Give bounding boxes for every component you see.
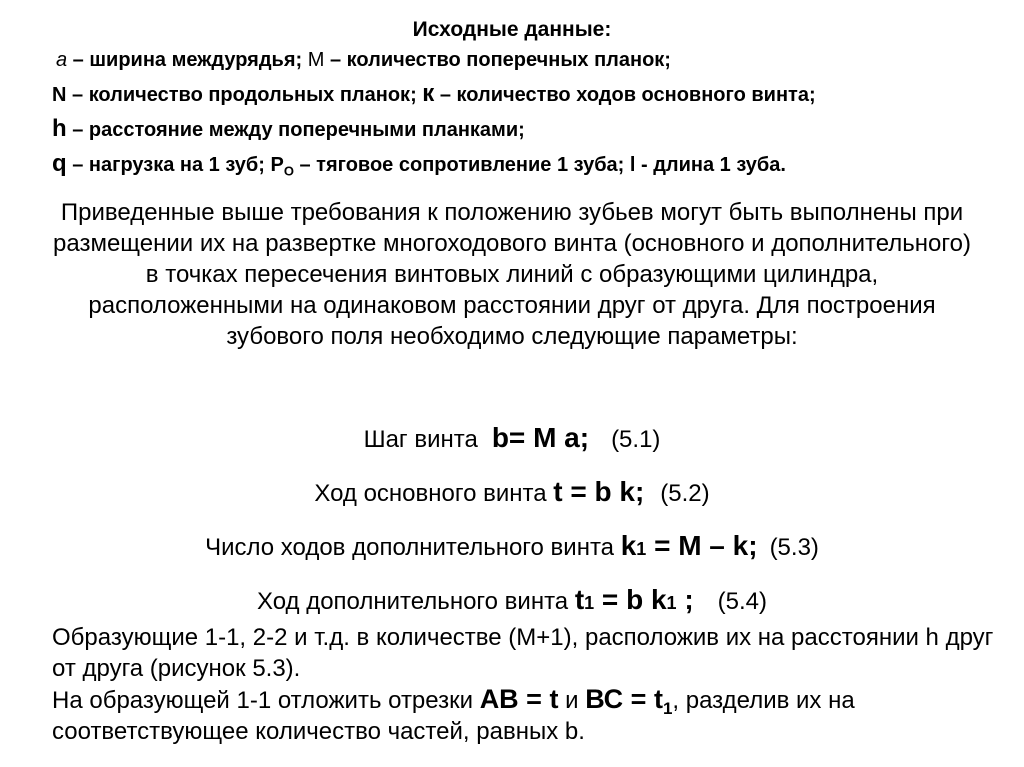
definition-p-text: – тяговое сопротивление 1 зуба;	[293, 154, 630, 176]
definition-a-text: – ширина междурядья;	[67, 49, 308, 71]
formula-5-4	[0, 584, 1024, 616]
segment-bc: ВС = t	[585, 684, 663, 714]
symbol-p: Р	[270, 154, 284, 176]
formula-expression-rest: = M – k;	[646, 530, 758, 561]
instruction-and: и	[558, 687, 586, 714]
instruction-text-a: На образующей 1-1 отложить отрезки	[52, 687, 480, 714]
slide-title: Исходные данные:	[412, 18, 612, 41]
definition-k-text: – количество ходов основного винта;	[434, 84, 816, 106]
definition-q-text: – нагрузка на 1 зуб;	[66, 154, 271, 176]
definition-m-text: – количество поперечных планок;	[324, 49, 671, 71]
formula-label: Ход дополнительного винта	[256, 588, 575, 615]
formula-5-2	[0, 476, 1024, 508]
definition-q-p-l	[52, 147, 992, 182]
formula-expression-end: ;	[676, 584, 694, 615]
symbol-p-subscript: О	[283, 163, 294, 179]
instruction-line-1: Образующие 1-1, 2-2 и т.д. в количестве (М+1), расположив их на расстоянии h друг от друга (рисунок 5.3).	[52, 624, 994, 682]
formula-number: (5.4)	[717, 588, 768, 615]
instructions-text	[52, 622, 1002, 747]
symbol-k: к	[422, 80, 435, 107]
segment-bc-subscript: 1	[662, 698, 673, 718]
segment-ab: АВ = t	[479, 684, 559, 714]
formula-expression-index: 1	[584, 593, 595, 613]
instruction-text-b: , разделив их на соответствующее количество частей, равных b.	[52, 687, 855, 745]
symbol-h: h	[52, 115, 67, 142]
formula-number: (5.1)	[611, 426, 661, 453]
formula-expression-index: 1	[636, 539, 647, 559]
symbol-n: N	[52, 84, 67, 106]
description-paragraph: Приведенные выше требования к положению зубьев могут быть выполнены при размещении их на развертке многоходового винта (основного и дополнительного) в точках пересечения винтовых линий с образующими цилиндра, расположенными на одинаковом расстоянии друг от друга. Для построения зубового поля необходимо следующие параметры:	[53, 199, 971, 350]
definition-n-k	[52, 77, 992, 112]
definitions-list	[52, 44, 992, 182]
formula-label: Ход основного винта	[314, 480, 554, 507]
formula-expression-rest: = b k	[594, 584, 667, 615]
symbol-l: l	[629, 154, 636, 176]
formula-5-3	[0, 530, 1024, 562]
formula-expression: t = b k;	[553, 476, 645, 507]
formula-label: Шаг винта	[363, 426, 478, 453]
definition-a-m	[52, 44, 992, 77]
formula-expression-var: k	[620, 530, 637, 561]
definition-h	[52, 112, 992, 147]
formula-expression-var: t	[574, 584, 585, 615]
formula-label: Число ходов дополнительного винта	[205, 534, 621, 561]
formula-expression-index-2: 1	[666, 593, 677, 613]
instruction-line-2	[52, 684, 1002, 747]
definition-h-text: – расстояние между поперечными планками;	[66, 119, 525, 141]
symbol-q: q	[52, 150, 67, 177]
formula-5-1	[0, 422, 1024, 454]
formula-number: (5.3)	[769, 534, 819, 561]
symbol-m: М	[307, 49, 325, 71]
definition-l-text: - длина 1 зуба.	[635, 154, 786, 176]
definition-n-text: – количество продольных планок;	[66, 84, 423, 106]
formula-number: (5.2)	[660, 480, 710, 507]
symbol-a: а	[56, 49, 68, 71]
formula-expression: b= M a;	[491, 422, 590, 453]
